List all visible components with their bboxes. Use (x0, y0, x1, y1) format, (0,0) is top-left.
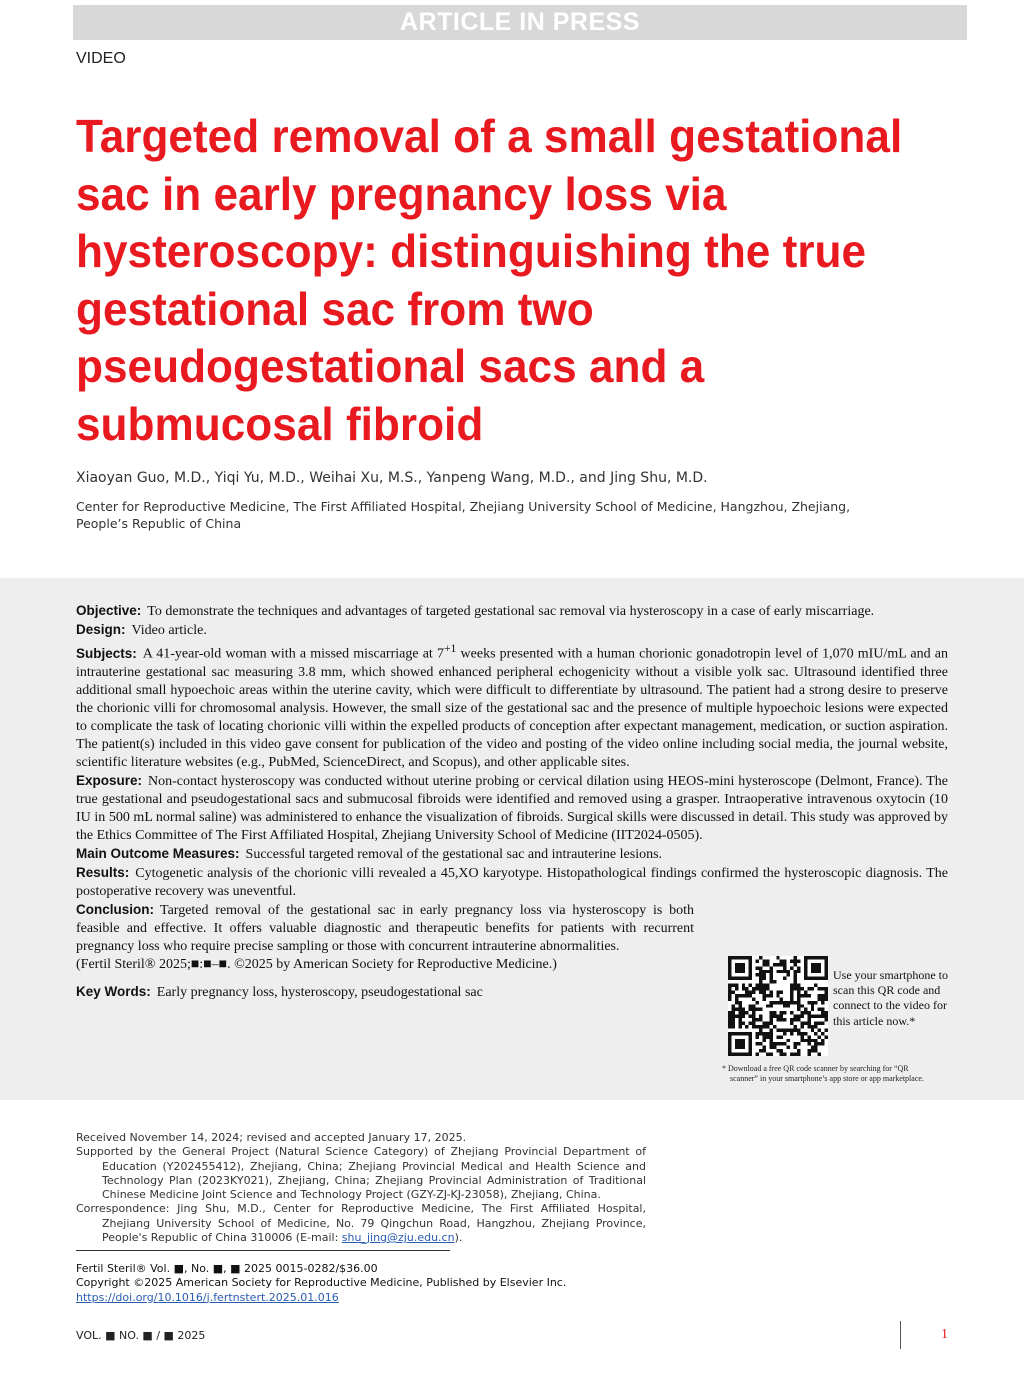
article-in-press-banner: ARTICLE IN PRESS (73, 5, 967, 40)
subjects-label: Subjects: (76, 645, 137, 661)
page-number: 1 (941, 1327, 948, 1342)
correspondence-text: Correspondence: Jing Shu, M.D., Center for Reproductive Medicine, The First Affiliated Hospital, Zhejiang University School of Medicine, No. 79 Qingchun Road, Hangzhou, Zhejiang Province, People's Republic of China 310006 (E-mail: (76, 1202, 646, 1245)
email-link[interactable]: shu_jing@zju.edu.cn (341, 1231, 455, 1245)
conclusion-label: Conclusion: (76, 901, 154, 917)
abstract-results (76, 864, 948, 901)
subjects-text-b: weeks presented with a human chorionic gonadotropin level of 1,070 mIU/mL and an intrauterine gestational sac measuring 3.8 mm, which showed enhanced peripheral echogenicity without a visible yolk sac. Ultrasound identified three additional small hypoechoic areas within the uterine cavity, which were difficult to differentiate by ultrasound. The patient had a strong desire to preserve the chorionic villi for chromosomal analysis. However, the small size of the gestational sac and the presence of multiple hypoechoic lesions were expected to complicate the task of locating chorionic villi within the expelled products of conception after expectant management, medication, or suction aspiration. The patient(s) included in this video gave consent for publication of the video and posting of the video online including social media, the journal website, scientific literature websites (e.g., PubMed, ScienceDirect, and Scopus), and other applicable sites. (76, 646, 948, 770)
abstract-citation: (Fertil Steril® 2025;■:■–■. ©2025 by American Society for Reproductive Medicine.) (76, 956, 557, 972)
received-note: Received November 14, 2024; revised and accepted January 17, 2025. (76, 1131, 467, 1144)
affiliation: Center for Reproductive Medicine, The First Affiliated Hospital, Zhejiang University School of Medicine, Hangzhou, Zhejiang, People’s Republic of China (76, 499, 851, 531)
qr-footnote-line1: * Download a free QR code scanner by searching for “QR (722, 1064, 909, 1073)
objective-label: Objective: (76, 603, 142, 618)
main-outcome-text: Successful targeted removal of the gestational sac and intrauterine lesions. (245, 846, 663, 862)
keywords-label: Key Words: (76, 983, 151, 999)
abstract-design (76, 621, 948, 640)
support-note: Supported by the General Project (Natural Science Category) of Zhejiang Provincial Department of Education (Y202455412), Zhejiang, China; Zhejiang Provincial Medical and Health Science and Technology Plan (2023KY021), Zhejiang, China; Zhejiang Provincial Administration of Traditional Chinese Medicine Joint Science and Technology Project (GZY-ZJ-KJ-23058), Zhejiang, China. (76, 1145, 646, 1202)
qr-code-icon[interactable] (728, 956, 828, 1056)
results-label: Results: (76, 864, 130, 880)
abstract-main-outcome (76, 845, 948, 864)
subjects-superscript: +1 (443, 642, 457, 655)
qr-footnote-line2: scanner” in your smartphone’s app store or app marketplace. (730, 1074, 924, 1083)
abstract-exposure (76, 772, 948, 845)
qr-instructions: Use your smartphone to scan this QR code and connect to the video for this article now.* (833, 968, 948, 1028)
abstract-objective (76, 602, 948, 621)
design-label: Design: (76, 622, 126, 637)
conclusion-text: Targeted removal of the gestational sac in early pregnancy loss via hysteroscopy is both feasible and effective. It offers valuable diagnostic and therapeutic benefits for patients with recurrent pregnancy loss who require precise sampling or those with concurrent intrauterine abnormalities. (76, 902, 694, 954)
results-text: Cytogenetic analysis of the chorionic villi revealed a 45,XO karyotype. Histopathological findings confirmed the hysteroscopic diagnosis. The postoperative recovery was uneventful. (76, 865, 948, 899)
main-outcome-label: Main Outcome Measures: (76, 845, 240, 861)
abstract-conclusion (76, 901, 694, 956)
article-notes (76, 1131, 646, 1245)
author-list: Xiaoyan Guo, M.D., Yiqi Yu, M.D., Weihai Xu, M.S., Yanpeng Wang, M.D., and Jing Shu, M.D. (76, 470, 708, 486)
design-text: Video article. (131, 623, 207, 638)
article-title: Targeted removal of a small gestational sac in early pregnancy loss via hysteroscopy: distinguishing the true gestational sac from two pseudogestational sacs and a submucosal fibroid (76, 110, 903, 450)
abstract-keywords (76, 983, 694, 1002)
abstract (76, 602, 948, 1002)
footer-volume: VOL. ■ NO. ■ / ■ 2025 (76, 1329, 206, 1342)
exposure-text: Non-contact hysteroscopy was conducted without uterine probing or cervical dilation using HEOS-mini hysteroscope (Delmont, France). The true gestational and pseudogestational sacs and submucosal fibroids were identified and removed using a grasper. Intraoperative intravenous oxytocin (10 IU in 500 mL normal saline) was administered to enhance the visualization of fibroids. Surgical skills were discussed in detail. This study was approved by the Ethics Committee of The First Affiliated Hospital, Zhejiang University School of Medicine (IIT2024-0505). (76, 773, 948, 843)
section-label: VIDEO (76, 50, 126, 67)
correspondence-end: ). (454, 1231, 463, 1245)
objective-text: To demonstrate the techniques and advantages of targeted gestational sac removal via hysteroscopy in a case of early miscarriage. (147, 604, 875, 619)
journal-info (76, 1262, 676, 1305)
notes-divider (76, 1250, 450, 1251)
exposure-label: Exposure: (76, 772, 143, 788)
correspondence-note (76, 1202, 646, 1245)
doi-link[interactable]: https://doi.org/10.1016/j.fertnstert.2025.01.016 (76, 1290, 339, 1304)
qr-footnote (722, 1064, 954, 1084)
subjects-text-a: A 41-year-old woman with a missed miscarriage at 7 (142, 646, 444, 662)
journal-line: Fertil Steril® Vol. ■, No. ■, ■ 2025 0015-0282/$36.00 (76, 1262, 378, 1275)
copyright-line: Copyright ©2025 American Society for Reproductive Medicine, Published by Elsevier Inc. (76, 1276, 567, 1290)
keywords-text: Early pregnancy loss, hysteroscopy, pseudogestational sac (156, 984, 483, 1000)
footer-divider (900, 1321, 901, 1349)
abstract-subjects (76, 640, 948, 772)
